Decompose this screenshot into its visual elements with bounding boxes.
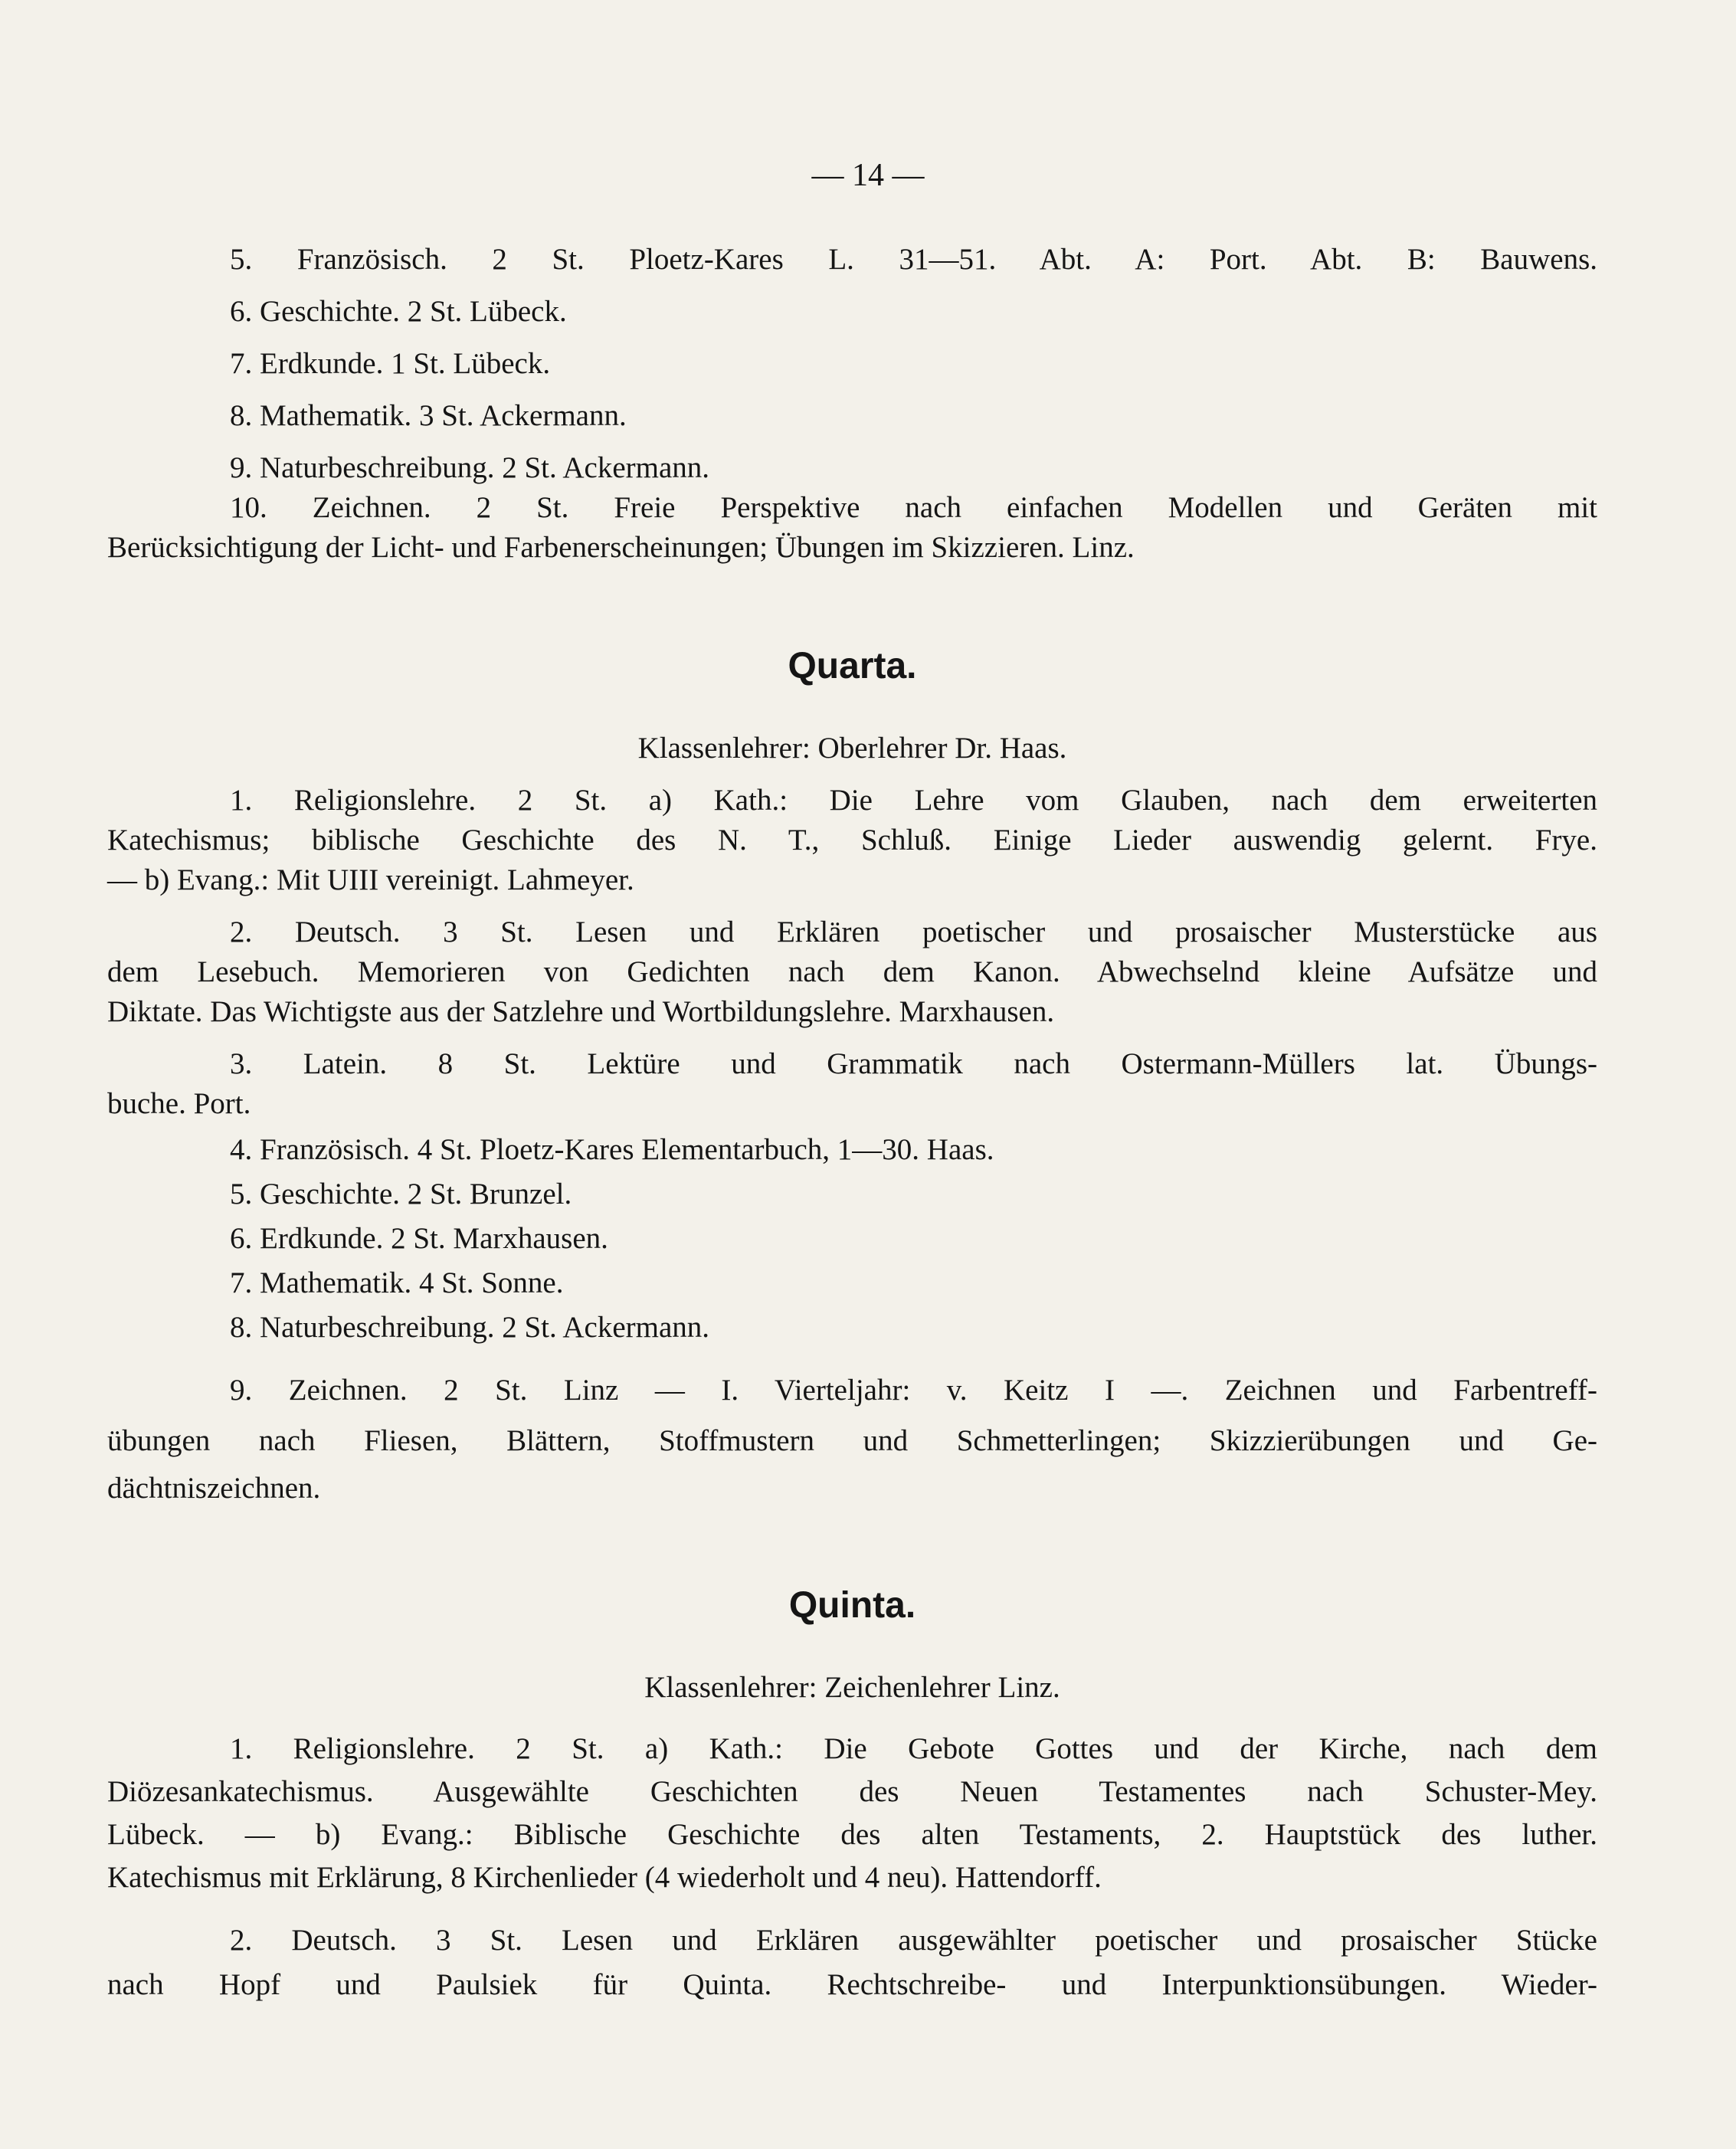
text-line: 6. Geschichte. 2 St. Lübeck.: [230, 295, 567, 328]
text-line: Diktate. Das Wichtigste aus der Satzlehre und Wortbildungslehre. Marxhausen.: [107, 995, 1055, 1028]
text-line: 4. Französisch. 4 St. Ploetz-Kares Elementarbuch, 1—30. Haas.: [230, 1133, 994, 1166]
text-line: 5. Geschichte. 2 St. Brunzel.: [230, 1178, 572, 1210]
section-heading: Quinta.: [788, 1585, 916, 1626]
text-line: dächtniszeichnen.: [107, 1472, 321, 1505]
class-teacher-line: Klassenlehrer: Zeichenlehrer Linz.: [644, 1671, 1060, 1704]
text-line: nach Hopf und Paulsiek für Quinta. Rechtschreibe- und Interpunktionsübungen. Wieder-: [107, 1968, 1597, 2001]
text-line: dem Lesebuch. Memorieren von Gedichten nach dem Kanon. Abwechselnd kleine Aufsätze und: [107, 955, 1597, 988]
text-line: 6. Erdkunde. 2 St. Marxhausen.: [230, 1222, 608, 1255]
text-line: 3. Latein. 8 St. Lektüre und Grammatik nach Ostermann-Müllers lat. Übungs-: [230, 1047, 1597, 1080]
text-line: 1. Religionslehre. 2 St. a) Kath.: Die Gebote Gottes und der Kirche, nach dem: [230, 1732, 1597, 1765]
text-line: Lübeck. — b) Evang.: Biblische Geschichte des alten Testaments, 2. Hauptstück des luther.: [107, 1818, 1597, 1851]
text-line: 10. Zeichnen. 2 St. Freie Perspektive nach einfachen Modellen und Geräten mit: [230, 491, 1597, 524]
text-line: 9. Naturbeschreibung. 2 St. Ackermann.: [230, 451, 710, 484]
text-line: 8. Mathematik. 3 St. Ackermann.: [230, 399, 627, 432]
text-line: 9. Zeichnen. 2 St. Linz — I. Vierteljahr: v. Keitz I —. Zeichnen und Farbentreff-: [230, 1374, 1597, 1407]
text-line: Diözesankatechismus. Ausgewählte Geschichten des Neuen Testamentes nach Schuster-Mey.: [107, 1775, 1597, 1808]
text-line: Katechismus mit Erklärung, 8 Kirchenlieder (4 wiederholt und 4 neu). Hattendorff.: [107, 1861, 1102, 1894]
text-line: Berücksichtigung der Licht- und Farbenerscheinungen; Übungen im Skizzieren. Linz.: [107, 531, 1135, 564]
section-heading: Quarta.: [788, 646, 917, 686]
text-line: 1. Religionslehre. 2 St. a) Kath.: Die Lehre vom Glauben, nach dem erweiterten: [230, 784, 1597, 817]
text-line: 8. Naturbeschreibung. 2 St. Ackermann.: [230, 1311, 710, 1344]
text-line: Katechismus; biblische Geschichte des N. T., Schluß. Einige Lieder auswendig gelernt. Frye.: [107, 824, 1597, 857]
text-line: 2. Deutsch. 3 St. Lesen und Erklären poetischer und prosaischer Musterstücke aus: [230, 916, 1597, 948]
class-teacher-line: Klassenlehrer: Oberlehrer Dr. Haas.: [637, 732, 1067, 765]
text-line: 7. Mathematik. 4 St. Sonne.: [230, 1266, 564, 1299]
text-line: 5. Französisch. 2 St. Ploetz-Kares L. 31—51. Abt. A: Port. Abt. B: Bauwens.: [230, 243, 1597, 276]
text-line: 2. Deutsch. 3 St. Lesen und Erklären ausgewählter poetischer und prosaischer Stücke: [230, 1924, 1597, 1957]
text-line: — b) Evang.: Mit UIII vereinigt. Lahmeyer.: [107, 863, 634, 896]
page-number: — 14 —: [811, 158, 925, 193]
text-line: buche. Port.: [107, 1087, 251, 1120]
text-line: 7. Erdkunde. 1 St. Lübeck.: [230, 347, 551, 380]
text-line: übungen nach Fliesen, Blättern, Stoffmustern und Schmetterlingen; Skizzierübungen und Ge-: [107, 1424, 1597, 1457]
